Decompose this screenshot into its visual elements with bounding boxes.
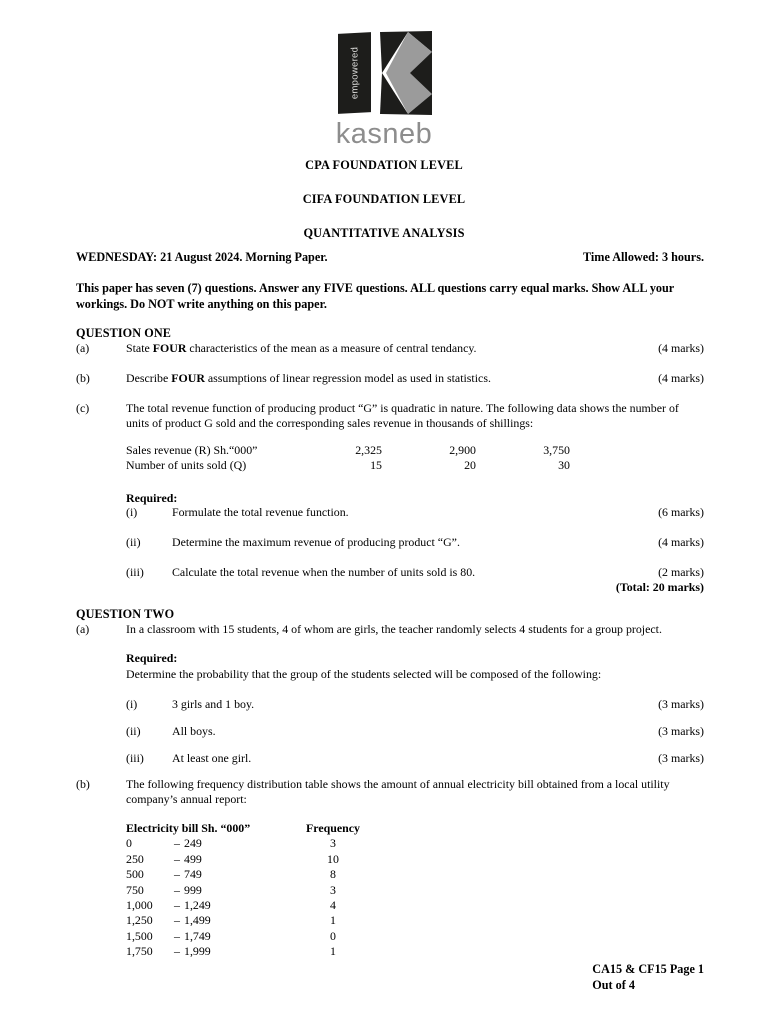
kasneb-logo (0, 30, 768, 149)
bill-upper: 1,999 (184, 944, 211, 959)
table-row (126, 913, 372, 928)
table-row (126, 852, 372, 867)
bill-dash: – (174, 851, 180, 866)
bill-frequency: 4 (330, 898, 336, 913)
part-text: In a classroom with 15 students, 4 of whom are girls, the teacher randomly selects 4 students for a group project. (126, 622, 662, 636)
item-text: At least one girl. (172, 751, 252, 765)
table-header-row (126, 821, 372, 836)
row-label: Number of units sold (Q) (126, 458, 247, 473)
bill-lower: 0 (126, 836, 132, 851)
question-one-part-b (76, 371, 704, 386)
bill-frequency: 1 (330, 944, 336, 959)
question-two-item-ii (76, 724, 704, 739)
item-text: Determine the maximum revenue of producing product “G”. (172, 535, 460, 549)
bill-upper: 1,749 (184, 928, 211, 943)
item-text: 3 girls and 1 boy. (172, 697, 255, 711)
part-marks: (4 marks) (658, 371, 704, 385)
kasneb-wordmark: kasneb (335, 118, 433, 150)
question-one-total: (Total: 20 marks) (615, 580, 704, 594)
empowered-slab-icon (338, 32, 371, 114)
empowered-slab-label: empowered (349, 46, 360, 100)
part-text: The following frequency distribution table shows the amount of annual electricity bill obtained from a local utility company’s annual report: (126, 777, 670, 807)
bill-lower: 1,250 (126, 913, 153, 928)
part-label: (a) (76, 622, 90, 636)
bill-lower: 250 (126, 851, 144, 866)
exam-title-subject: QUANTITATIVE ANALYSIS (303, 226, 465, 240)
bill-lower: 1,000 (126, 898, 153, 913)
bill-lower: 1,750 (126, 944, 153, 959)
bill-lower: 750 (126, 882, 144, 897)
frequency-distribution-table (126, 821, 372, 960)
question-two-item-i (76, 697, 704, 712)
table-row (126, 443, 586, 458)
column-header-bill: Electricity bill Sh. “000” (126, 821, 251, 835)
row-value: 15 (370, 458, 382, 473)
bill-dash: – (174, 882, 180, 897)
table-row (126, 458, 586, 473)
exam-date-line: WEDNESDAY: 21 August 2024. Morning Paper. (76, 250, 328, 264)
column-header-frequency: Frequency (306, 821, 360, 835)
bill-dash: – (174, 928, 180, 943)
bill-upper: 999 (184, 882, 202, 897)
row-value: 30 (558, 458, 570, 473)
k-chevron-icon (380, 30, 432, 116)
bill-dash: – (174, 867, 180, 882)
row-value: 20 (464, 458, 476, 473)
question-one-item-iii (76, 565, 704, 580)
table-row (126, 836, 372, 851)
question-one-heading: QUESTION ONE (76, 326, 171, 340)
exam-titles (0, 158, 768, 241)
item-marks: (2 marks) (658, 565, 704, 579)
part-text: The total revenue function of producing product “G” is quadratic in nature. The following data shows the number of units of product G sold and the corresponding sales revenue in thousands of shillings: (126, 401, 679, 431)
part-text: Describe FOUR assumptions of linear regression model as used in statistics. (126, 371, 491, 385)
part-label: (b) (76, 371, 90, 385)
bill-dash: – (174, 836, 180, 851)
question-one-part-a (76, 341, 704, 356)
row-value: 3,750 (543, 443, 570, 457)
item-label: (i) (126, 697, 138, 711)
kasneb-logo-mark (336, 30, 432, 116)
bill-upper: 749 (184, 867, 202, 882)
part-label: (b) (76, 777, 90, 791)
item-label: (iii) (126, 565, 144, 579)
bill-upper: 499 (184, 851, 202, 866)
question-one-item-i (76, 505, 704, 520)
table-row (126, 867, 372, 882)
question-two-part-b (76, 777, 704, 808)
exam-title-cpa: CPA FOUNDATION LEVEL (305, 158, 463, 172)
row-value: 2,900 (449, 443, 476, 457)
item-marks: (4 marks) (658, 535, 704, 549)
footer-paper-code: CA15 & CF15 Page 1 (592, 962, 704, 976)
bill-lower: 1,500 (126, 928, 153, 943)
part-label: (a) (76, 341, 90, 355)
bill-frequency: 0 (330, 928, 336, 943)
bill-upper: 1,499 (184, 913, 211, 928)
footer-page-count: Out of 4 (592, 977, 635, 992)
table-row (126, 929, 372, 944)
exam-instructions: This paper has seven (7) questions. Answer any FIVE questions. ALL questions carry equal marks. Show ALL your workings. Do NOT write anything on this paper. (76, 281, 674, 312)
part-label: (c) (76, 401, 90, 415)
bill-upper: 249 (184, 836, 202, 851)
row-value: 2,325 (355, 443, 382, 457)
item-label: (ii) (126, 724, 141, 738)
item-marks: (3 marks) (658, 724, 704, 738)
bill-frequency: 1 (330, 913, 336, 928)
exam-meta-row (76, 250, 704, 265)
item-text: Calculate the total revenue when the number of units sold is 80. (172, 565, 476, 579)
item-label: (iii) (126, 751, 144, 765)
bill-upper: 1,249 (184, 898, 211, 913)
bill-dash: – (174, 913, 180, 928)
question-one-required-label: Required: (126, 491, 178, 505)
question-one-part-c (76, 401, 704, 432)
question-two-required-label: Required: (126, 651, 178, 665)
bill-frequency: 10 (327, 851, 339, 866)
item-marks: (6 marks) (658, 505, 704, 519)
revenue-data-table (126, 443, 586, 473)
item-marks: (3 marks) (658, 751, 704, 765)
question-two-part-a (76, 622, 704, 637)
table-row (126, 944, 372, 959)
page-footer (592, 962, 704, 994)
item-label: (i) (126, 505, 138, 519)
exam-time-allowed: Time Allowed: 3 hours. (583, 250, 704, 264)
part-marks: (4 marks) (658, 341, 704, 355)
bill-dash: – (174, 944, 180, 959)
item-marks: (3 marks) (658, 697, 704, 711)
bill-frequency: 3 (330, 836, 336, 851)
bill-lower: 500 (126, 867, 144, 882)
item-text: Formulate the total revenue function. (172, 505, 349, 519)
item-label: (ii) (126, 535, 141, 549)
question-one-item-ii (76, 535, 704, 550)
exam-title-cifa: CIFA FOUNDATION LEVEL (302, 192, 466, 206)
bill-frequency: 8 (330, 867, 336, 882)
item-text: All boys. (172, 724, 216, 738)
part-text: State FOUR characteristics of the mean as a measure of central tendancy. (126, 341, 477, 355)
table-row (126, 883, 372, 898)
question-two-required-text: Determine the probability that the group of the students selected will be composed of the following: (126, 667, 602, 681)
row-label: Sales revenue (R) Sh.“000” (126, 443, 258, 457)
question-two-item-iii (76, 751, 704, 766)
table-row (126, 898, 372, 913)
question-two-heading: QUESTION TWO (76, 607, 175, 621)
bill-frequency: 3 (330, 882, 336, 897)
bill-dash: – (174, 898, 180, 913)
